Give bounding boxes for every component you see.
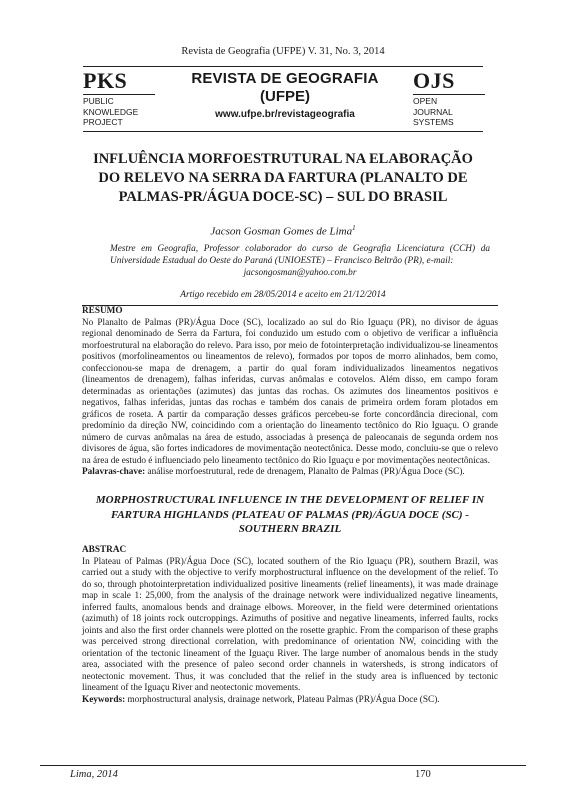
ojs-line-2: JOURNAL bbox=[413, 106, 453, 117]
resumo-heading: RESUMO bbox=[82, 306, 123, 316]
title-line-1: INFLUÊNCIA MORFOESTRUTURAL NA ELABORAÇÃO bbox=[93, 151, 473, 167]
resumo-body: No Planalto de Palmas (PR)/Água Doce (SC), localizado ao sul do Rio Iguaçu (PR), no divisor de águas regional denominado de Serra da Fartura, foi conduzido um estudo com o objetivo de verificar a influência morfoestrutural na elaboração do relevo. Para isso, por meio de fotointerpretação individualizou-se lineamentos positivos (morfolineamentos ou lineamentos de relevo), formados por topos de morro alinhados, bem como, confeccionou-se mapa de drenagem, a partir do qual foram individualizados lineamentos negativos (lineamentos de drenagem), falhas inferidas, curvas anômalas e cotovelos. Além disso, em campo foram determinadas as orientações (azimutes) das juntas das rochas. Os azimutes dos lineamentos positivos e negativos, falhas inferidas, juntas das rochas e também dos canais de primeira ordem foram plotados em gráficos de roseta. A partir da comparação desses gráficos percebeu-se forte concordância direcional, com predomínio da direção NW, coincidindo com a orientação do lineamento tectônico do Rio Iguaçu. O grande número de curvas anômalas na área de estudo, associadas à presença de paleocanais de segunda ordem nos divisores de água, são fortes indicadores de movimentação neotectônica. Desse modo, concluiu-se que o relevo na área de estudo é influenciado pelo lineamento tectônico do Rio Iguaçu e por movimentações neotectônicas. bbox=[82, 317, 498, 466]
ojs-line-1: OPEN bbox=[413, 96, 438, 106]
page-number: 170 bbox=[415, 769, 431, 780]
journal-masthead bbox=[83, 66, 483, 132]
journal-name: REVISTA DE GEOGRAFIA bbox=[191, 70, 379, 87]
ojs-line-3: SYSTEMS bbox=[413, 117, 454, 127]
abstract-body: In Plateau of Palmas (PR)/Água Doce (SC), located southern of the Rio Iguaçu (PR), southern Brazil, was carried out a study with the objective to verify morphostructural influence on the development of the relief. To do so, through photointerpretation individualized positive lineaments (relief lineaments), it was made drainage map in scale 1: 25,000, from the analysis of the drainage network were individualized negative lineaments, inferred faults, anomalous bends and drainage elbows. Moreover, in the field were determined orientations (azimuth) of 18 joints rock outcroppings. Azimuths of positive and negative lineaments, inferred faults, rocks joints and also the first order channels were plotted on the rosette graphic. From the comparison of these graphs was perceived strong directional correlation, with predominance of orientation NW, coinciding with the orientation of the tectonic lineament of the Iguaçu River. The large number of anomalous bends in the study area, associated with the presence of paleo second order channels in watersheds, is strong indicators of neotectonic movement. Thus, it was concluded that the relief in the study area is influenced by tectonic lineament of the Iguaçu River and neotectonic movements. bbox=[82, 556, 498, 693]
ojs-logo-rule bbox=[413, 94, 485, 95]
footer-divider bbox=[40, 765, 526, 766]
title-line-2: DO RELEVO NA SERRA DA FARTURA (PLANALTO DE bbox=[98, 170, 468, 186]
pks-line-1: PUBLIC bbox=[83, 96, 114, 106]
english-title-line-2: FARTURA HIGHLANDS (PLATEAU OF PALMAS (PR)/ÁGUA DOCE (SC) - bbox=[111, 508, 469, 521]
footer-citation: Lima, 2014 bbox=[70, 769, 118, 780]
abstract-keywords-text: morphostructural analysis, drainage network, Plateau Palmas (PR)/Água Doce (SC). bbox=[125, 694, 440, 705]
article-title bbox=[60, 150, 506, 207]
received-accepted-dates: Artigo recebido em 28/05/2014 e aceito em 21/12/2014 bbox=[180, 290, 386, 300]
resumo-keywords-text: análise morfoestrutural, rede de drenagem, Planalto de Palmas (PR)/Água Doce (SC). bbox=[145, 467, 465, 477]
english-title-line-3: SOUTHERN BRAZIL bbox=[238, 523, 342, 535]
pks-logo bbox=[83, 70, 163, 128]
ojs-logo bbox=[413, 70, 493, 128]
journal-institution: (UFPE) bbox=[260, 88, 310, 105]
english-title bbox=[82, 493, 498, 537]
pks-logo-rule bbox=[83, 94, 155, 95]
resumo-keywords-label: Palavras-chave: bbox=[82, 467, 146, 477]
resumo-section bbox=[82, 306, 498, 479]
title-line-3: PALMAS-PR/ÁGUA DOCE-SC) – SUL DO BRASIL bbox=[118, 189, 448, 205]
resumo-keywords bbox=[82, 467, 498, 479]
pks-logo-text: PKS bbox=[83, 68, 128, 93]
abstract-heading: ABSTRAC bbox=[82, 545, 127, 555]
journal-name-block bbox=[165, 70, 405, 122]
author-line bbox=[0, 224, 566, 238]
abstract-keywords bbox=[82, 695, 498, 707]
journal-running-header: Revista de Geografia (UFPE) V. 31, No. 3, 2014 bbox=[181, 46, 385, 57]
ojs-logo-text: OJS bbox=[413, 68, 455, 93]
abstract-section bbox=[82, 545, 498, 706]
author-affiliation bbox=[110, 243, 490, 279]
journal-url[interactable]: www.ufpe.br/revistageografia bbox=[215, 109, 355, 120]
pks-line-3: PROJECT bbox=[83, 117, 123, 127]
abstract-keywords-label: Keywords: bbox=[82, 694, 126, 705]
affiliation-text: Mestre em Geografia, Professor colaborador do curso de Geografia Licenciatura (CCH) da Universidade Estadual do Oeste do Paraná (UNIOESTE) – Francisco Beltrão (PR), e-mail: bbox=[110, 244, 490, 266]
author-name: Jacson Gosman Gomes de Lima bbox=[210, 225, 353, 238]
author-footnote-mark: 1 bbox=[352, 224, 356, 232]
english-title-line-1: MORPHOSTRUCTURAL INFLUENCE IN THE DEVELOPMENT OF RELIEF IN bbox=[95, 494, 485, 506]
pks-line-2: KNOWLEDGE bbox=[83, 106, 139, 117]
author-email[interactable]: jacsongosman@yahoo.com.br bbox=[243, 268, 357, 278]
